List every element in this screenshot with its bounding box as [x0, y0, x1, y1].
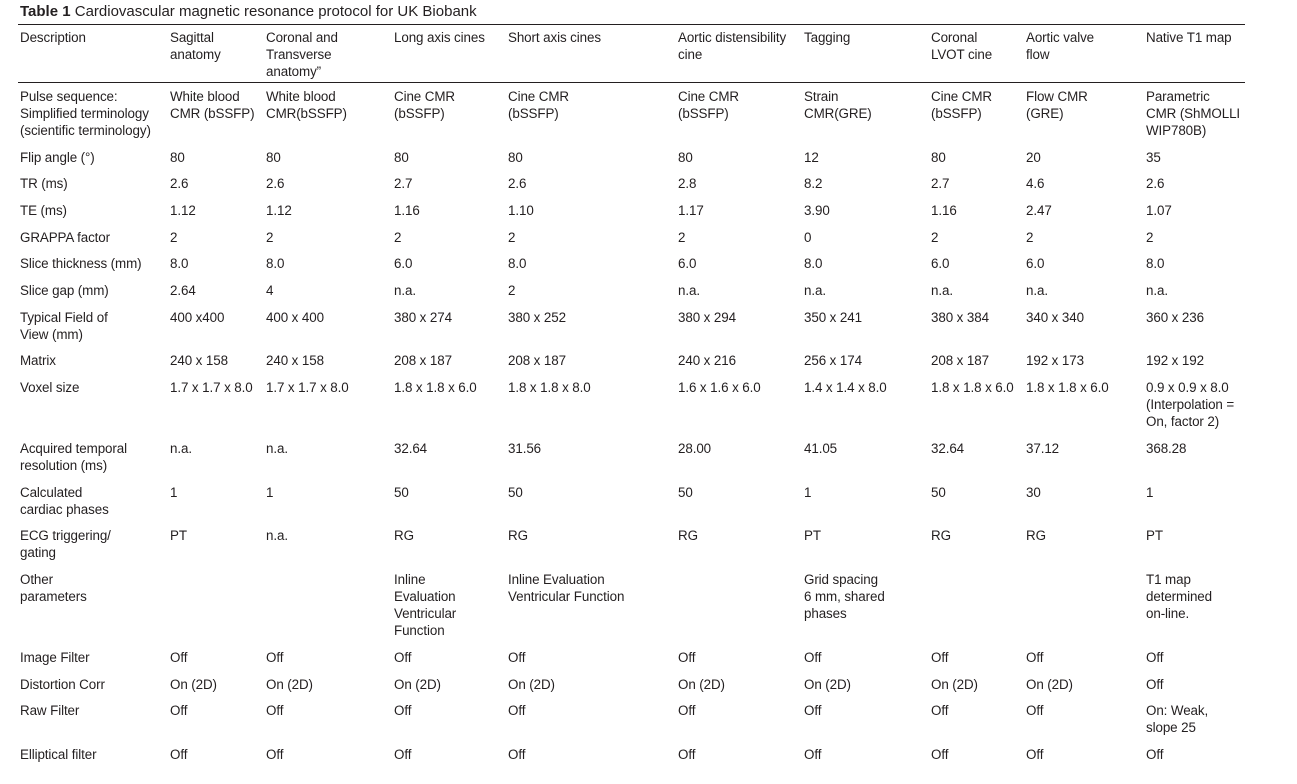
row-label: GRAPPA factor: [20, 230, 110, 245]
column-header: Sagittal anatomy: [170, 30, 221, 62]
table-cell: Cine CMR (bSSFP): [678, 89, 739, 121]
table-cell: 20: [1026, 150, 1041, 165]
table-cell: 1.8 x 1.8 x 6.0: [1026, 380, 1109, 395]
table-cell: On: Weak, slope 25: [1146, 703, 1209, 735]
table-cell: n.a.: [170, 441, 192, 456]
table-cell: 192 x 192: [1146, 353, 1204, 368]
table-cell: 2.6: [266, 176, 285, 191]
table-cell: PT: [804, 528, 821, 543]
column-header: Native T1 map: [1146, 30, 1232, 45]
table-cell: 1.7 x 1.7 x 8.0: [170, 380, 253, 395]
table-cell: 1.7 x 1.7 x 8.0: [266, 380, 349, 395]
column-header: Short axis cines: [508, 30, 601, 45]
table-cell: 32.64: [394, 441, 428, 456]
table-cell: 1.4 x 1.4 x 8.0: [804, 380, 887, 395]
table-caption: [20, 3, 477, 21]
table-cell: 12: [804, 150, 819, 165]
table-cell: PT: [1146, 528, 1163, 543]
table-cell: Off: [804, 650, 822, 665]
table-cell: 80: [508, 150, 523, 165]
row-label: Flip angle (°): [20, 150, 95, 165]
table-cell: 208 x 187: [394, 353, 452, 368]
table-cell: 50: [931, 485, 946, 500]
table-cell: Strain CMR(GRE): [804, 89, 872, 121]
table-cell: n.a.: [266, 441, 288, 456]
table-cell: 208 x 187: [508, 353, 566, 368]
table-cell: 41.05: [804, 441, 838, 456]
table-cell: 256 x 174: [804, 353, 862, 368]
table-cell: 2: [508, 283, 516, 298]
table-cell: 1.17: [678, 203, 704, 218]
row-label: Matrix: [20, 353, 56, 368]
row-label: Calculated cardiac phases: [20, 485, 109, 517]
table-cell: Off: [678, 703, 696, 718]
table-cell: White blood CMR(bSSFP): [266, 89, 347, 121]
table-cell: 1: [804, 485, 812, 500]
table-cell: 2.8: [678, 176, 697, 191]
table-cell: 80: [394, 150, 409, 165]
table-cell: 380 x 294: [678, 310, 736, 325]
table-cell: Grid spacing 6 mm, shared phases: [804, 572, 885, 621]
table-cell: 1.07: [1146, 203, 1172, 218]
row-label: Pulse sequence: Simplified terminology (scientific terminology): [20, 89, 151, 138]
table-cell: On (2D): [266, 677, 313, 692]
table-cell: 2.6: [1146, 176, 1165, 191]
table-cell: n.a.: [678, 283, 700, 298]
table-cell: Off: [508, 650, 526, 665]
table-cell: Off: [170, 747, 188, 762]
table-cell: Off: [508, 703, 526, 718]
table-cell: 35: [1146, 150, 1161, 165]
table-cell: n.a.: [266, 528, 288, 543]
table-cell: 1: [266, 485, 274, 500]
table-cell: Off: [931, 650, 949, 665]
table-title: Cardiovascular magnetic resonance protocol for UK Biobank: [74, 3, 477, 20]
table-cell: 6.0: [1026, 256, 1045, 271]
table-cell: On (2D): [394, 677, 441, 692]
table-cell: Cine CMR (bSSFP): [394, 89, 455, 121]
table-cell: T1 map determined on-line.: [1146, 572, 1212, 621]
row-label: TR (ms): [20, 176, 68, 191]
table-cell: Off: [508, 747, 526, 762]
table-cell: 80: [678, 150, 693, 165]
table-label: Table 1: [20, 3, 71, 20]
row-label: TE (ms): [20, 203, 67, 218]
table-cell: 80: [266, 150, 281, 165]
table-cell: Off: [266, 747, 284, 762]
table-cell: Off: [170, 650, 188, 665]
table-cell: Parametric CMR (ShMOLLI WIP780B): [1146, 89, 1241, 138]
row-label: Acquired temporal resolution (ms): [20, 441, 127, 473]
table-cell: Off: [394, 747, 412, 762]
table-cell: 32.64: [931, 441, 965, 456]
table-cell: 2: [931, 230, 939, 245]
table-cell: White blood CMR (bSSFP): [170, 89, 255, 121]
table-cell: 1.16: [931, 203, 957, 218]
top-rule: [18, 24, 1245, 25]
table-cell: n.a.: [931, 283, 953, 298]
table-cell: 1.12: [266, 203, 292, 218]
row-label: Slice thickness (mm): [20, 256, 142, 271]
table-cell: 6.0: [394, 256, 413, 271]
header-rule: [18, 82, 1245, 83]
table-cell: 2: [394, 230, 402, 245]
table-cell: 1.6 x 1.6 x 6.0: [678, 380, 761, 395]
table-cell: 4: [266, 283, 274, 298]
table-cell: 2: [170, 230, 178, 245]
row-label: Voxel size: [20, 380, 80, 395]
table-cell: n.a.: [804, 283, 826, 298]
table-cell: n.a.: [1146, 283, 1168, 298]
table-cell: PT: [170, 528, 187, 543]
table-cell: 380 x 274: [394, 310, 452, 325]
table-cell: 1: [1146, 485, 1154, 500]
table-cell: 2: [1146, 230, 1154, 245]
table-cell: n.a.: [1026, 283, 1048, 298]
table-cell: 400 x 400: [266, 310, 324, 325]
table-cell: Off: [1146, 677, 1164, 692]
table-cell: 6.0: [678, 256, 697, 271]
table-cell: 400 x400: [170, 310, 225, 325]
table-cell: On (2D): [508, 677, 555, 692]
table-cell: 0: [804, 230, 812, 245]
table-cell: RG: [931, 528, 951, 543]
table-cell: 208 x 187: [931, 353, 989, 368]
table-cell: 240 x 216: [678, 353, 736, 368]
table-cell: 240 x 158: [170, 353, 228, 368]
table-cell: 80: [931, 150, 946, 165]
table-cell: Off: [1026, 650, 1044, 665]
column-header: Long axis cines: [394, 30, 485, 45]
row-label: Distortion Corr: [20, 677, 105, 692]
table-cell: n.a.: [394, 283, 416, 298]
table-cell: 50: [678, 485, 693, 500]
table-cell: RG: [1026, 528, 1046, 543]
table-cell: RG: [394, 528, 414, 543]
table-cell: 2.7: [931, 176, 950, 191]
table-cell: RG: [678, 528, 698, 543]
table-cell: 368.28: [1146, 441, 1187, 456]
row-label: Image Filter: [20, 650, 90, 665]
table-cell: 31.56: [508, 441, 542, 456]
column-header: Tagging: [804, 30, 851, 45]
table-cell: Off: [266, 650, 284, 665]
table-cell: 80: [170, 150, 185, 165]
table-cell: Off: [678, 650, 696, 665]
column-header: Aortic valve flow: [1026, 30, 1095, 62]
table-cell: On (2D): [931, 677, 978, 692]
table-cell: 350 x 241: [804, 310, 862, 325]
table-cell: Off: [1026, 747, 1044, 762]
table-cell: 2.6: [170, 176, 189, 191]
table-cell: 8.0: [1146, 256, 1165, 271]
table-cell: Off: [1026, 703, 1044, 718]
table-cell: 2.47: [1026, 203, 1052, 218]
table-cell: Cine CMR (bSSFP): [508, 89, 569, 121]
table-cell: Off: [804, 703, 822, 718]
table-cell: Inline Evaluation Ventricular Function: [394, 572, 457, 638]
table-cell: 28.00: [678, 441, 712, 456]
table-cell: 0.9 x 0.9 x 8.0 (Interpolation = On, factor 2): [1146, 380, 1235, 429]
table-cell: 50: [394, 485, 409, 500]
table-cell: 2: [678, 230, 686, 245]
table-cell: Off: [394, 650, 412, 665]
column-header: Aortic distensibility cine: [678, 30, 787, 62]
table-cell: Cine CMR (bSSFP): [931, 89, 992, 121]
table-cell: 37.12: [1026, 441, 1060, 456]
table-cell: 1.8 x 1.8 x 8.0: [508, 380, 591, 395]
table-cell: 1: [170, 485, 178, 500]
table-cell: Off: [170, 703, 188, 718]
table-cell: Off: [931, 703, 949, 718]
table-cell: 340 x 340: [1026, 310, 1084, 325]
table-cell: On (2D): [804, 677, 851, 692]
row-label: Typical Field of View (mm): [20, 310, 108, 342]
column-header: Description: [20, 30, 86, 45]
table-cell: 192 x 173: [1026, 353, 1084, 368]
table-cell: 2.6: [508, 176, 527, 191]
row-label: Raw Filter: [20, 703, 80, 718]
table-cell: Off: [394, 703, 412, 718]
table-cell: 6.0: [931, 256, 950, 271]
table-cell: 360 x 236: [1146, 310, 1204, 325]
column-header: Coronal and Transverse anatomy”: [266, 30, 338, 79]
table-cell: 1.16: [394, 203, 420, 218]
table-cell: 4.6: [1026, 176, 1045, 191]
table-cell: 380 x 384: [931, 310, 989, 325]
row-label: ECG triggering/ gating: [20, 528, 111, 560]
table-cell: 8.0: [508, 256, 527, 271]
table-cell: 380 x 252: [508, 310, 566, 325]
table-cell: Off: [1146, 650, 1164, 665]
table-cell: 2.64: [170, 283, 196, 298]
table-cell: 2: [1026, 230, 1034, 245]
table-cell: 2.7: [394, 176, 413, 191]
table-cell: 8.2: [804, 176, 823, 191]
table-cell: 8.0: [170, 256, 189, 271]
table-cell: RG: [508, 528, 528, 543]
table-cell: On (2D): [678, 677, 725, 692]
table-cell: Off: [1146, 747, 1164, 762]
table-cell: Off: [266, 703, 284, 718]
row-label: Slice gap (mm): [20, 283, 109, 298]
table-cell: 30: [1026, 485, 1041, 500]
row-label: Other parameters: [20, 572, 87, 604]
table-cell: 1.8 x 1.8 x 6.0: [931, 380, 1014, 395]
table-cell: 8.0: [266, 256, 285, 271]
table-cell: 50: [508, 485, 523, 500]
column-header: Coronal LVOT cine: [931, 30, 993, 62]
table-cell: Off: [804, 747, 822, 762]
table-cell: On (2D): [170, 677, 217, 692]
table-cell: 1.8 x 1.8 x 6.0: [394, 380, 477, 395]
table-cell: 1.10: [508, 203, 534, 218]
table-cell: On (2D): [1026, 677, 1073, 692]
table-cell: Off: [678, 747, 696, 762]
table-cell: 2: [266, 230, 274, 245]
table-cell: Inline Evaluation Ventricular Function: [508, 572, 625, 604]
table-cell: 8.0: [804, 256, 823, 271]
table-cell: Flow CMR (GRE): [1026, 89, 1088, 121]
table-cell: 240 x 158: [266, 353, 324, 368]
row-label: Elliptical filter: [20, 747, 97, 762]
table-cell: Off: [931, 747, 949, 762]
table-cell: 2: [508, 230, 516, 245]
table-cell: 1.12: [170, 203, 196, 218]
table-cell: 3.90: [804, 203, 830, 218]
